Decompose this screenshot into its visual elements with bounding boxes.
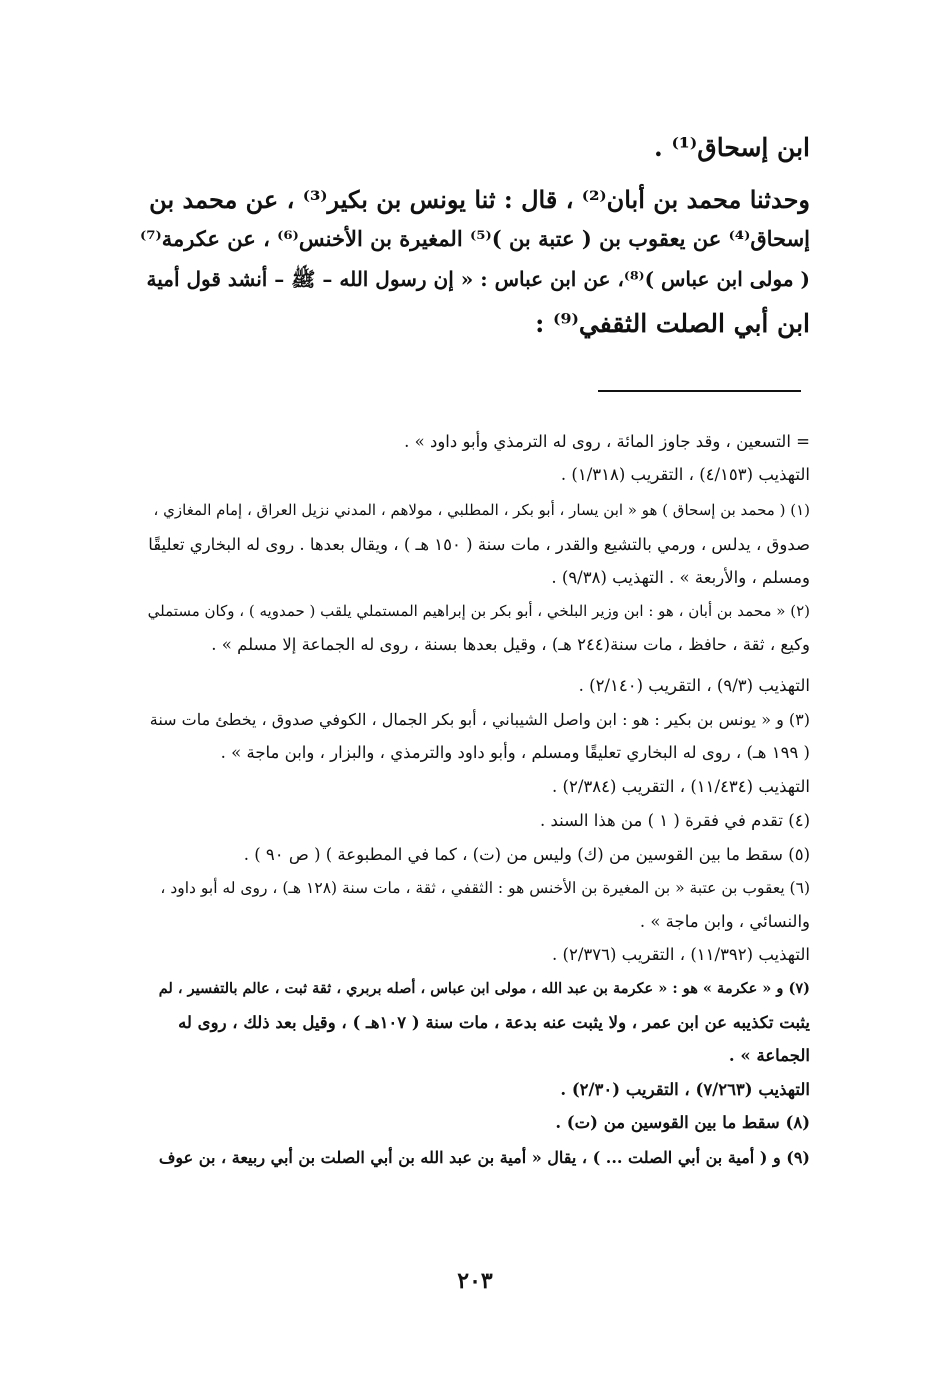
- footnote-line: (٨) سقط ما بين القوسين من (ت) .: [555, 1113, 810, 1132]
- footnote-line: (٦) يعقوب بن عتبة « بن المغيرة بن الأخنس هو : الثقفي ، ثقة ، مات سنة (١٢٨ هـ) ، روى له أبو داود ،: [160, 879, 810, 897]
- main-text-line: ابن إسحاق⁽¹⁾ .: [654, 133, 810, 162]
- footnote-line: صدوق ، يدلس ، ورمي بالتشيع والقدر ، مات سنة ( ١٥٠ هـ ) ، ويقال بعدها . روى له البخاري تعليقًا: [148, 535, 810, 554]
- footnote-line: ومسلم ، والأربعة » . التهذيب (٩/٣٨) .: [551, 568, 810, 587]
- footnote-line: وكيع ، ثقة ، حافظ ، مات سنة(٢٤٤ هـ) ، وقيل بعدها بسنة ، روى له الجماعة إلا مسلم » .: [211, 635, 810, 654]
- footnote-line: (٣) و « يونس بن بكير : هو : ابن واصل الشيباني ، أبو بكر الجمال ، الكوفي صدوق ، يخطئ مات سنة: [149, 710, 810, 729]
- main-text-line: إسحاق⁽⁴⁾ عن يعقوب بن ( عتبة بن )⁽⁵⁾ المغيرة بن الأخنس⁽⁶⁾ ، عن عكرمة⁽⁷⁾: [139, 226, 810, 251]
- footnote-line: = التسعين ، وقد جاوز المائة ، روى له الترمذي وأبو داود » .: [404, 432, 810, 451]
- footnote-line: الجماعة » .: [728, 1046, 810, 1065]
- main-text-line: وحدثنا محمد بن أبان⁽²⁾ ، قال : ثنا يونس بن بكير⁽³⁾ ، عن محمد بن: [149, 185, 810, 214]
- footnote-line: التهذيب (١١/٤٣٤) ، التقريب (٢/٣٨٤) .: [552, 777, 810, 796]
- footnote-line: يثبت تكذيبه عن ابن عمر ، ولا يثبت عنه بدعة ، مات سنة ( ١٠٧هـ ) ، وقيل بعد ذلك ، روى له: [178, 1013, 810, 1032]
- footnote-line: والنسائي ، وابن ماجة » .: [639, 912, 810, 931]
- main-text-line: ( مولى ابن عباس )⁽⁸⁾، عن ابن عباس : « إن رسول الله – ﷺ – أنشد قول أمية: [146, 267, 810, 291]
- footnote-line: (٥) سقط ما بين القوسين من (ك) وليس من (ت) ، كما في المطبوعة ) ( ص ٩٠ ) .: [243, 845, 810, 864]
- footnote-line: (٤) تقدم في فقرة ( ١ ) من هذا السند .: [540, 811, 810, 830]
- footnote-line: (١) ( محمد بن إسحاق ) هو « ابن يسار ، أبو بكر ، المطلبي ، مولاهم ، المدني نزيل العراق ، إمام المغازي ،: [153, 501, 810, 519]
- footnote-line: (٩) و ( أمية بن أبي الصلت ... ) ، يقال « أمية بن عبد الله بن أبي الصلت بن أبي ربيعة ، بن عوف: [158, 1148, 810, 1167]
- footnote-line: التهذيب (٧/٢٦٣) ، التقريب (٢/٣٠) .: [560, 1080, 810, 1099]
- footnote-line: (٢) « محمد بن أبان ، هو : ابن وزير البلخي ، أبو بكر بن إبراهيم المستملي يلقب ( حمدويه ) ، وكان مستملي: [147, 602, 810, 620]
- footnote-line: التهذيب (١١/٣٩٢) ، التقريب (٢/٣٧٦) .: [552, 945, 810, 964]
- footnote-line: (٧) و « عكرمة » هو : « عكرمة بن عبد الله ، مولى ابن عباس ، أصله بربري ، ثقة ثبت ، عالم بالتفسير ، لم: [158, 980, 810, 997]
- page-number: ٢٠٣: [457, 1268, 493, 1294]
- main-text-line: ابن أبي الصلت الثقفي⁽⁹⁾ :: [535, 309, 810, 338]
- footnote-divider: [598, 390, 801, 392]
- footnote-line: التهذيب (٤/١٥٣) ، التقريب (١/٣١٨) .: [560, 465, 810, 484]
- footnote-line: ( ١٩٩ هـ) ، روى له البخاري تعليقًا ومسلم ، وأبو داود والترمذي ، والبزار ، وابن ماجة » .: [220, 743, 810, 762]
- footnote-line: التهذيب (٩/٣) ، التقريب (٢/١٤٠) .: [578, 676, 810, 695]
